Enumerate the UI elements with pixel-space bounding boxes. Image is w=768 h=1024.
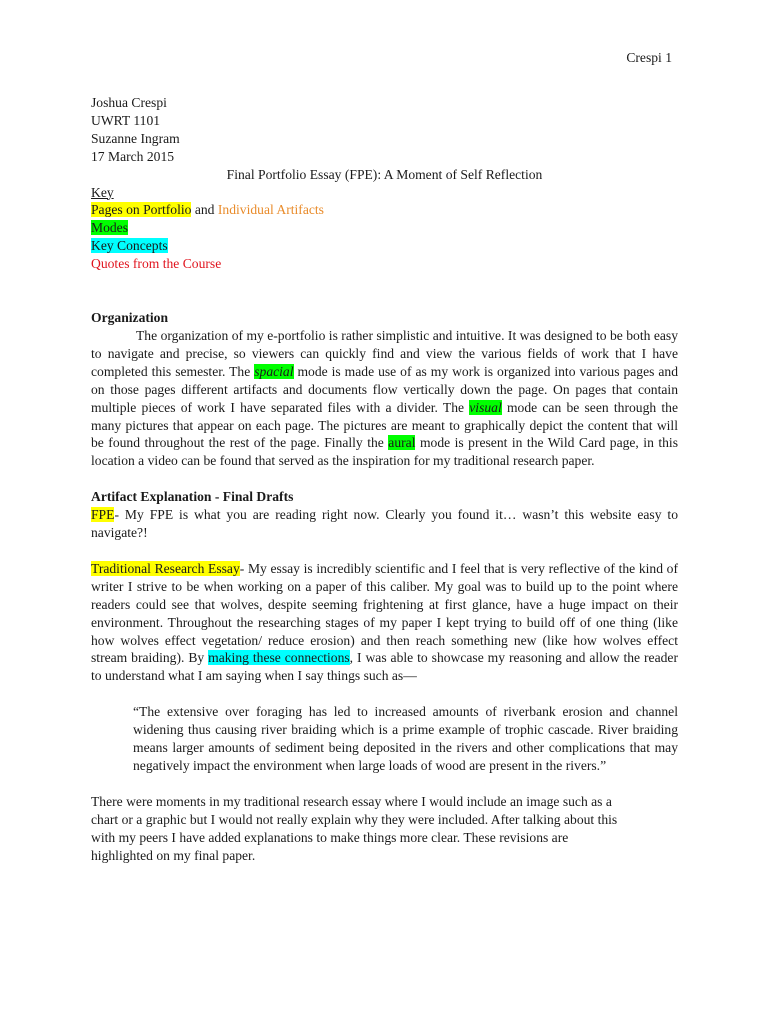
document-body	[91, 94, 678, 865]
closing-line-1: There were moments in my traditional research essay where I would include an image such as a	[91, 793, 612, 809]
key-pages-line	[91, 201, 678, 219]
instructor-name: Suzanne Ingram	[91, 130, 180, 146]
closing-line-2: chart or a graphic but I would not really explain why they were included. After talking about this	[91, 811, 618, 827]
research-essay-text-2: , I was able to showcase my reasoning and allow the reader to understand what I am saying when I say things such as—	[91, 650, 678, 684]
closing-line-4: highlighted on my final paper.	[91, 847, 256, 863]
closing-line-3: with my peers I have added explanations to make things more clear. These revisions are	[91, 829, 569, 845]
author-name: Joshua Crespi	[91, 95, 167, 110]
organization-paragraph	[91, 327, 678, 470]
organization-heading: Organization	[91, 310, 169, 326]
org-text-2: mode is made use of as my work is organized into various pages and on those pages different artifacts and documents flow vertically down the page. On pages that contain multiple pieces of work I have separated files with a divider. The	[91, 363, 678, 415]
research-essay-text-1: - My essay is incredibly scientific and I feel that is very reflective of the kind of writer I strive to be when working on a paper of this caliber. My goal was to build up to the point where readers could see that wolves, despite seeming frightening at first glance, have a huge impact on their environment. Throughout the researching stages of my paper I kept trying to build off of one thing (like how wolves effect vegetation/ reduce erosion) and then reach something new (like how wolves effect stream braiding). By	[91, 560, 678, 666]
key-and: and	[191, 202, 218, 218]
aural-mode: aural	[388, 435, 416, 451]
key-modes-line	[91, 219, 678, 237]
key-modes: Modes	[91, 220, 129, 236]
visual-mode: visual	[469, 399, 502, 415]
making-connections-concept: making these connections	[208, 650, 350, 666]
spacial-mode: spacial	[254, 363, 294, 379]
block-quote: “The extensive over foraging has led to increased amounts of riverbank erosion and channel widening thus causing river braiding which is a prime example of trophic cascade. River braiding means larger amounts of sediment being deposited in the rivers and other complications that may negatively impact the environment when large loads of wood are present in the rivers.”	[133, 704, 678, 773]
page-header: Crespi 1	[626, 50, 672, 65]
document-title: Final Portfolio Essay (FPE): A Moment of Self Reflection	[226, 166, 543, 182]
artifacts-heading: Artifact Explanation - Final Drafts	[91, 489, 294, 505]
key-concepts: Key Concepts	[91, 238, 168, 254]
org-text-1: The organization of my e-portfolio is rather simplistic and intuitive. It was designed to be both easy to navigate and precise, so viewers can quickly find and view the various fields of work that I have completed this semester. The	[91, 327, 678, 379]
fpe-label: FPE	[91, 507, 115, 523]
research-essay-label: Traditional Research Essay	[91, 560, 240, 576]
fpe-paragraph	[91, 506, 678, 542]
key-artifacts: Individual Artifacts	[217, 202, 324, 218]
org-text-4: mode is present in the Wild Card page, in this location a video can be found that served as the inspiration for my traditional research paper.	[91, 435, 678, 469]
course-name: UWRT 1101	[91, 112, 161, 128]
research-essay-paragraph	[91, 560, 678, 685]
key-quotes: Quotes from the Course	[91, 256, 222, 272]
key-label: Key	[91, 184, 114, 200]
org-text-3: mode can be seen through the many pictures that appear on each page. The pictures are meant to graphically depict the content that will be found throughout the rest of the page. Finally the	[91, 399, 678, 451]
fpe-text: - My FPE is what you are reading right now. Clearly you found it… wasn’t this website easy to navigate?!	[91, 507, 678, 541]
document-date: 17 March 2015	[91, 148, 175, 164]
key-pages: Pages on Portfolio	[91, 202, 192, 218]
key-concepts-line	[91, 237, 678, 255]
